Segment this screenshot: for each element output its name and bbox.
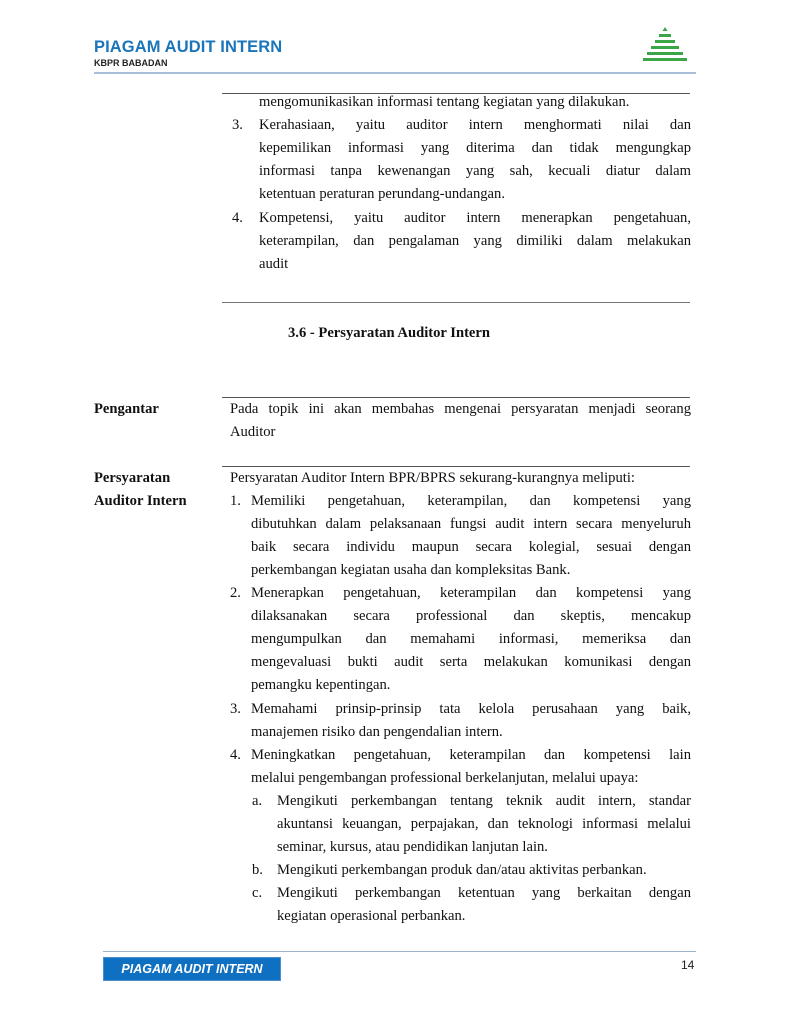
footer-document-badge: PIAGAM AUDIT INTERN [103, 957, 281, 981]
list-number: 3. [230, 701, 241, 717]
sublist-letter: c. [252, 885, 263, 901]
list-item-line: Meningkatkan pengetahuan, keterampilan dan kompetensi lain [251, 747, 691, 763]
list-item-line: baik secara individu maupun secara kolegial, sesuai dengan [251, 539, 691, 555]
list-item-line: keterampilan, dan pengalaman yang dimiliki dalam melakukan [259, 233, 691, 249]
persyaratan-intro: Persyaratan Auditor Intern BPR/BPRS sekurang-kurangnya meliputi: [230, 470, 635, 486]
document-header-subtitle: KBPR BABADAN [94, 58, 168, 68]
page-number: 14 [681, 958, 695, 972]
sublist-item-line: akuntansi keuangan, perpajakan, dan teknologi informasi melalui [277, 816, 691, 832]
list-item-line: Memiliki pengetahuan, keterampilan, dan kompetensi yang [251, 493, 691, 509]
pengantar-line: Pada topik ini akan membahas mengenai persyaratan menjadi seorang [230, 401, 691, 417]
list-number: 4. [230, 747, 241, 763]
carryover-line: mengomunikasikan informasi tentang kegiatan yang dilakukan. [259, 94, 630, 110]
section-title: 3.6 - Persyaratan Auditor Intern [288, 325, 491, 341]
list-item-line: informasi tanpa kewenangan yang sah, kecuali diatur dalam [259, 163, 691, 179]
list-item-line: dibutuhkan dalam pelaksanaan fungsi audit intern secara menyeluruh [251, 516, 691, 532]
list-item-line: dilaksanakan secara professional dan skeptis, mencakup [251, 608, 691, 624]
sublist-item-line: kegiatan operasional perbankan. [277, 908, 466, 924]
list-item-line: Kerahasiaan, yaitu auditor intern menghormati nilai dan [259, 117, 691, 133]
persyaratan-label-line2: Auditor Intern [94, 493, 187, 509]
list-item-line: perkembangan kegiatan usaha dan kompleksitas Bank. [251, 562, 571, 578]
list-item-line: Menerapkan pengetahuan, keterampilan dan kompetensi yang [251, 585, 691, 601]
list-number: 3. [232, 117, 243, 133]
list-number: 2. [230, 585, 241, 601]
list-item-line: melalui pengembangan professional berkelanjutan, melalui upaya: [251, 770, 639, 786]
list-item-line: Kompetensi, yaitu auditor intern menerapkan pengetahuan, [259, 210, 691, 226]
persyaratan-label-line1: Persyaratan [94, 470, 171, 486]
list-item-line: manajemen risiko dan pengendalian intern. [251, 724, 503, 740]
header-divider [94, 72, 696, 74]
pengantar-line: Auditor [230, 424, 276, 440]
sublist-item-line: Mengikuti perkembangan produk dan/atau aktivitas perbankan. [277, 862, 647, 878]
sublist-letter: a. [252, 793, 263, 809]
sublist-item-line: Mengikuti perkembangan tentang teknik audit intern, standar [277, 793, 691, 809]
list-item-line: mengumpulkan dan memahami informasi, memeriksa dan [251, 631, 691, 647]
green-stacked-triangle-logo-icon [638, 25, 692, 67]
list-number: 4. [232, 210, 243, 226]
list-item-line: ketentuan peraturan perundang-undangan. [259, 186, 505, 202]
footer-divider [103, 951, 696, 952]
list-number: 1. [230, 493, 241, 509]
sublist-letter: b. [252, 862, 263, 878]
list-item-line: kepemilikan informasi yang diterima dan tidak mengungkap [259, 140, 691, 156]
list-item-line: Memahami prinsip-prinsip tata kelola perusahaan yang baik, [251, 701, 691, 717]
sublist-item-line: seminar, kursus, atau pendidikan lanjutan lain. [277, 839, 548, 855]
pengantar-label: Pengantar [94, 401, 159, 417]
sublist-item-line: Mengikuti perkembangan ketentuan yang berkaitan dengan [277, 885, 691, 901]
document-header-title: PIAGAM AUDIT INTERN [94, 38, 283, 56]
continued-bottom-rule [222, 302, 690, 303]
list-item-line: audit [259, 256, 289, 272]
list-item-line: mengevaluasi bukti audit serta melakukan komunikasi dengan [251, 654, 691, 670]
list-item-line: pemangku kepentingan. [251, 677, 391, 693]
